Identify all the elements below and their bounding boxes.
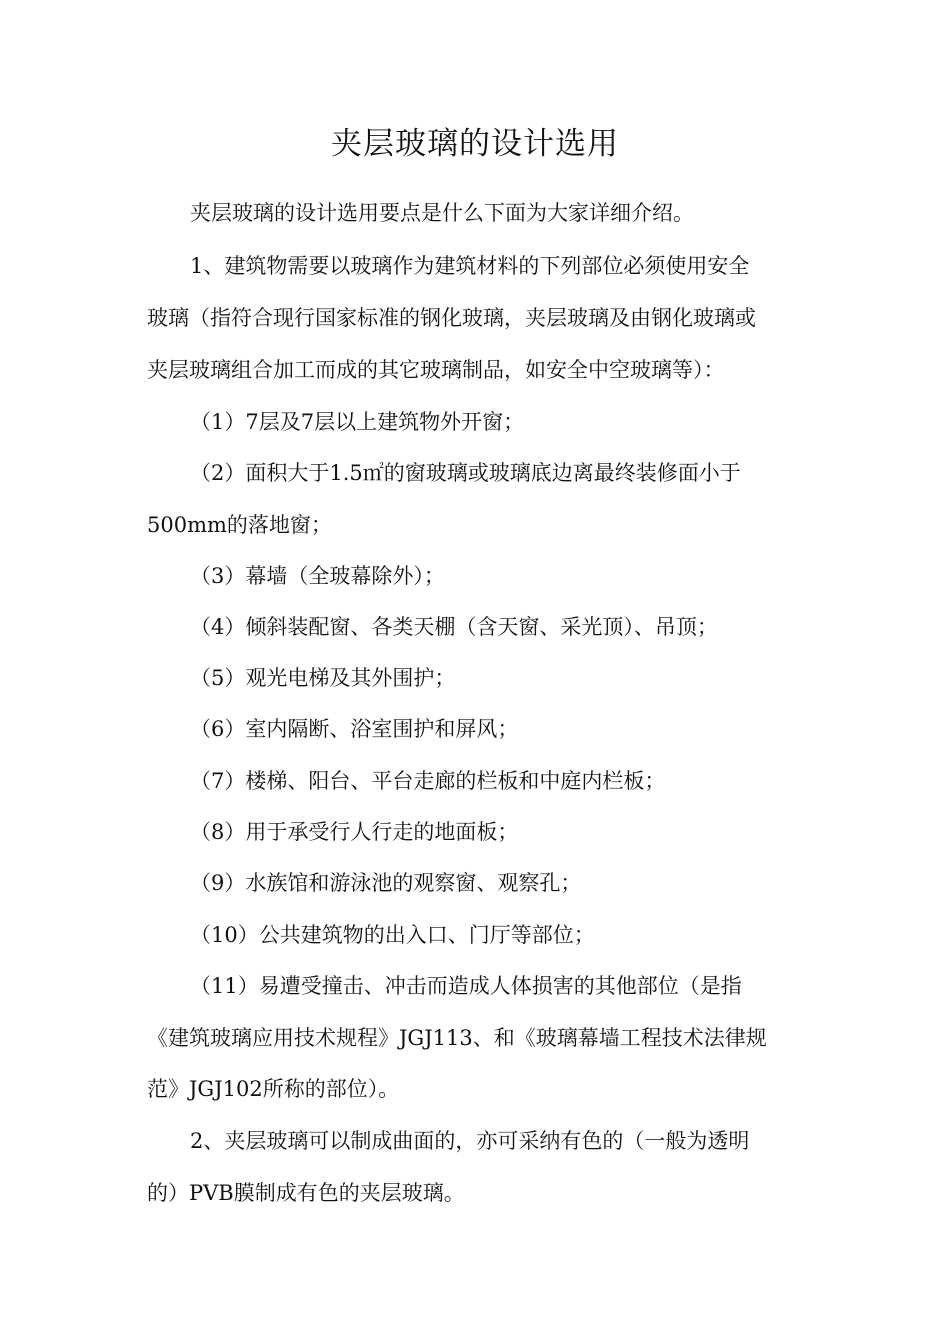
list-item-2-line-2: 500mm的落地窗； [147, 513, 332, 537]
paragraph-2-line-1: 2、夹层玻璃可以制成曲面的，亦可采纳有色的（一般为透明 [190, 1129, 750, 1153]
list-item-9: （9）水族馆和游泳池的观察窗、观察孔； [190, 871, 582, 895]
list-item-11-line-1: （11）易遭受撞击、冲击而造成人体损害的其他部位（是指 [190, 974, 742, 998]
paragraph-1-line-2: 玻璃（指符合现行国家标准的钢化玻璃，夹层玻璃及由钢化玻璃或 [147, 306, 756, 330]
list-item-4: （4）倾斜装配窗、各类天棚（含天窗、采光顶）、吊顶； [190, 615, 718, 639]
list-item-11-line-3: 范》JGJ102所称的部位）。 [147, 1077, 400, 1101]
list-item-2-line-1: （2）面积大于1.5㎡的窗玻璃或玻璃底边离最终装修面小于 [190, 461, 741, 485]
intro-paragraph: 夹层玻璃的设计选用要点是什么下面为大家详细介绍。 [190, 201, 694, 225]
list-item-7: （7）楼梯、阳台、平台走廊的栏板和中庭内栏板； [190, 769, 666, 793]
list-item-1: （1）7层及7层以上建筑物外开窗； [190, 410, 525, 434]
paragraph-1-line-1: 1、建筑物需要以玻璃作为建筑材料的下列部位必须使用安全 [190, 254, 750, 278]
list-item-6: （6）室内隔断、浴室围护和屏风； [190, 717, 519, 741]
document-title: 夹层玻璃的设计选用 [331, 126, 619, 162]
list-item-11-line-2: 《建筑玻璃应用技术规程》JGJ113、和《玻璃幕墙工程技术法律规 [147, 1026, 767, 1050]
list-item-3: （3）幕墙（全玻幕除外）； [190, 564, 445, 588]
list-item-10: （10）公共建筑物的出入口、门厅等部位； [190, 923, 595, 947]
paragraph-1-line-3: 夹层玻璃组合加工而成的其它玻璃制品，如安全中空玻璃等）： [147, 358, 725, 382]
list-item-8: （8）用于承受行人行走的地面板； [190, 820, 519, 844]
list-item-5: （5）观光电梯及其外围护； [190, 666, 456, 690]
paragraph-2-line-2: 的）PVB膜制成有色的夹层玻璃。 [147, 1181, 465, 1205]
